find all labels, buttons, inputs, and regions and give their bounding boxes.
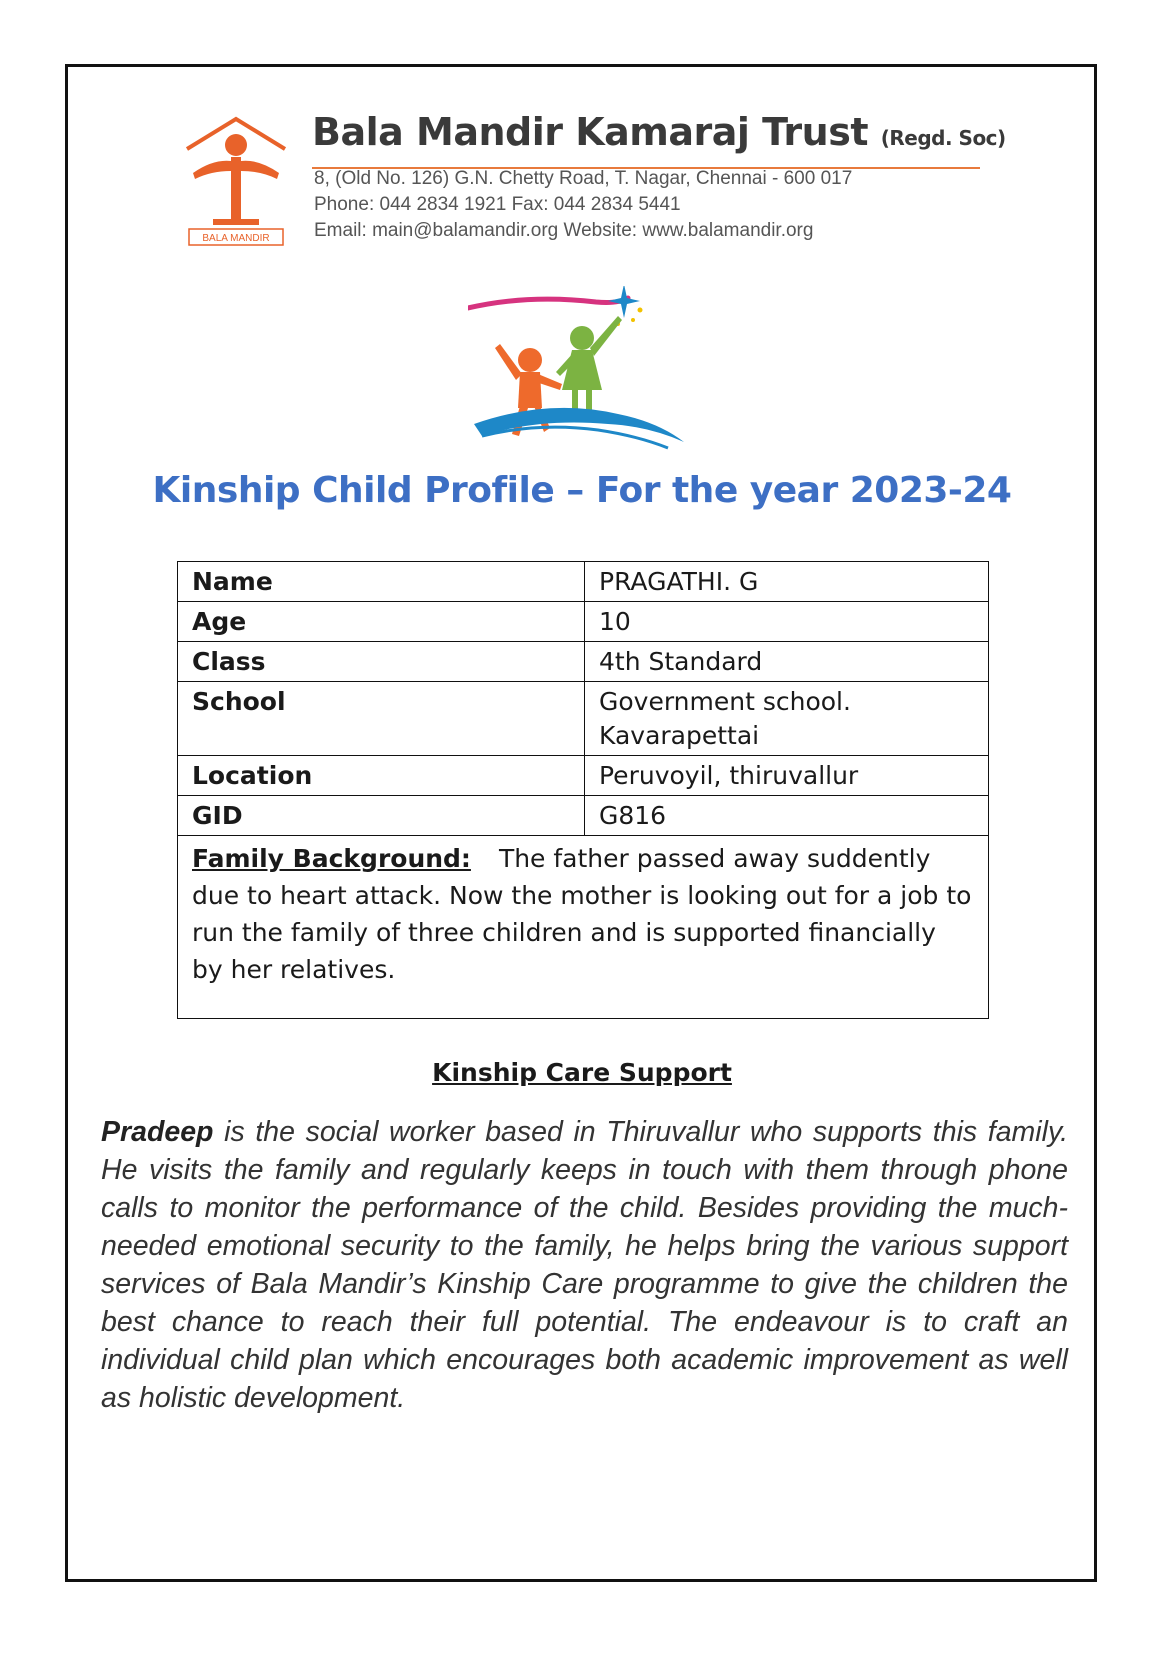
school-label: School (178, 682, 585, 756)
table-row (178, 562, 989, 602)
age-value: 10 (585, 602, 989, 642)
social-worker-name: Pradeep (101, 1116, 214, 1148)
table-row (178, 602, 989, 642)
name-value: PRAGATHI. G (585, 562, 989, 602)
family-background-label: Family Background: (192, 844, 471, 873)
profile-table (177, 561, 989, 1019)
name-label: Name (178, 562, 585, 602)
table-row (178, 796, 989, 836)
table-row (178, 756, 989, 796)
kinship-care-heading: Kinship Care Support (432, 1058, 732, 1087)
org-email-website: Email: main@balamandir.org Website: www.balamandir.org (314, 220, 814, 241)
org-address: 8, (Old No. 126) G.N. Chetty Road, T. Nagar, Chennai - 600 017 (314, 168, 853, 189)
location-label: Location (178, 756, 585, 796)
children-illustration (468, 286, 698, 452)
school-value: Government school. Kavarapettai (585, 682, 989, 756)
logo-caption: BALA MANDIR (202, 233, 270, 244)
family-background (178, 836, 989, 1019)
class-value: 4th Standard (585, 642, 989, 682)
class-label: Class (178, 642, 585, 682)
family-background-text: The father passed away suddently due to heart attack. Now the mother is looking out for a job to run the family of three children and is supported financially by her relatives. (192, 844, 972, 984)
table-row (178, 836, 989, 1019)
kinship-care-text: is the social worker based in Thiruvallur who supports this family. He visits the family and regularly keeps in touch with them through phone calls to monitor the performance of the child. Besides providing the much-needed emotional security to the family, he helps bring the various support services of Bala Mandir’s Kinship Care programme to give the children the best chance to reach their full potential. The endeavour is to craft an individual child plan which encourages both academic improvement as well as holistic development. (101, 1116, 1068, 1414)
table-row (178, 642, 989, 682)
location-value: Peruvoyil, thiruvallur (585, 756, 989, 796)
organization-name: Bala Mandir Kamaraj Trust (Regd. Soc) (312, 110, 1006, 154)
kinship-care-paragraph (101, 1113, 1068, 1417)
page-title: Kinship Child Profile – For the year 2023-24 (152, 470, 1012, 511)
table-row (178, 682, 989, 756)
gid-value: G816 (585, 796, 989, 836)
org-phone-fax: Phone: 044 2834 1921 Fax: 044 2834 5441 (314, 194, 681, 215)
bala-mandir-logo (183, 115, 289, 253)
age-label: Age (178, 602, 585, 642)
gid-label: GID (178, 796, 585, 836)
